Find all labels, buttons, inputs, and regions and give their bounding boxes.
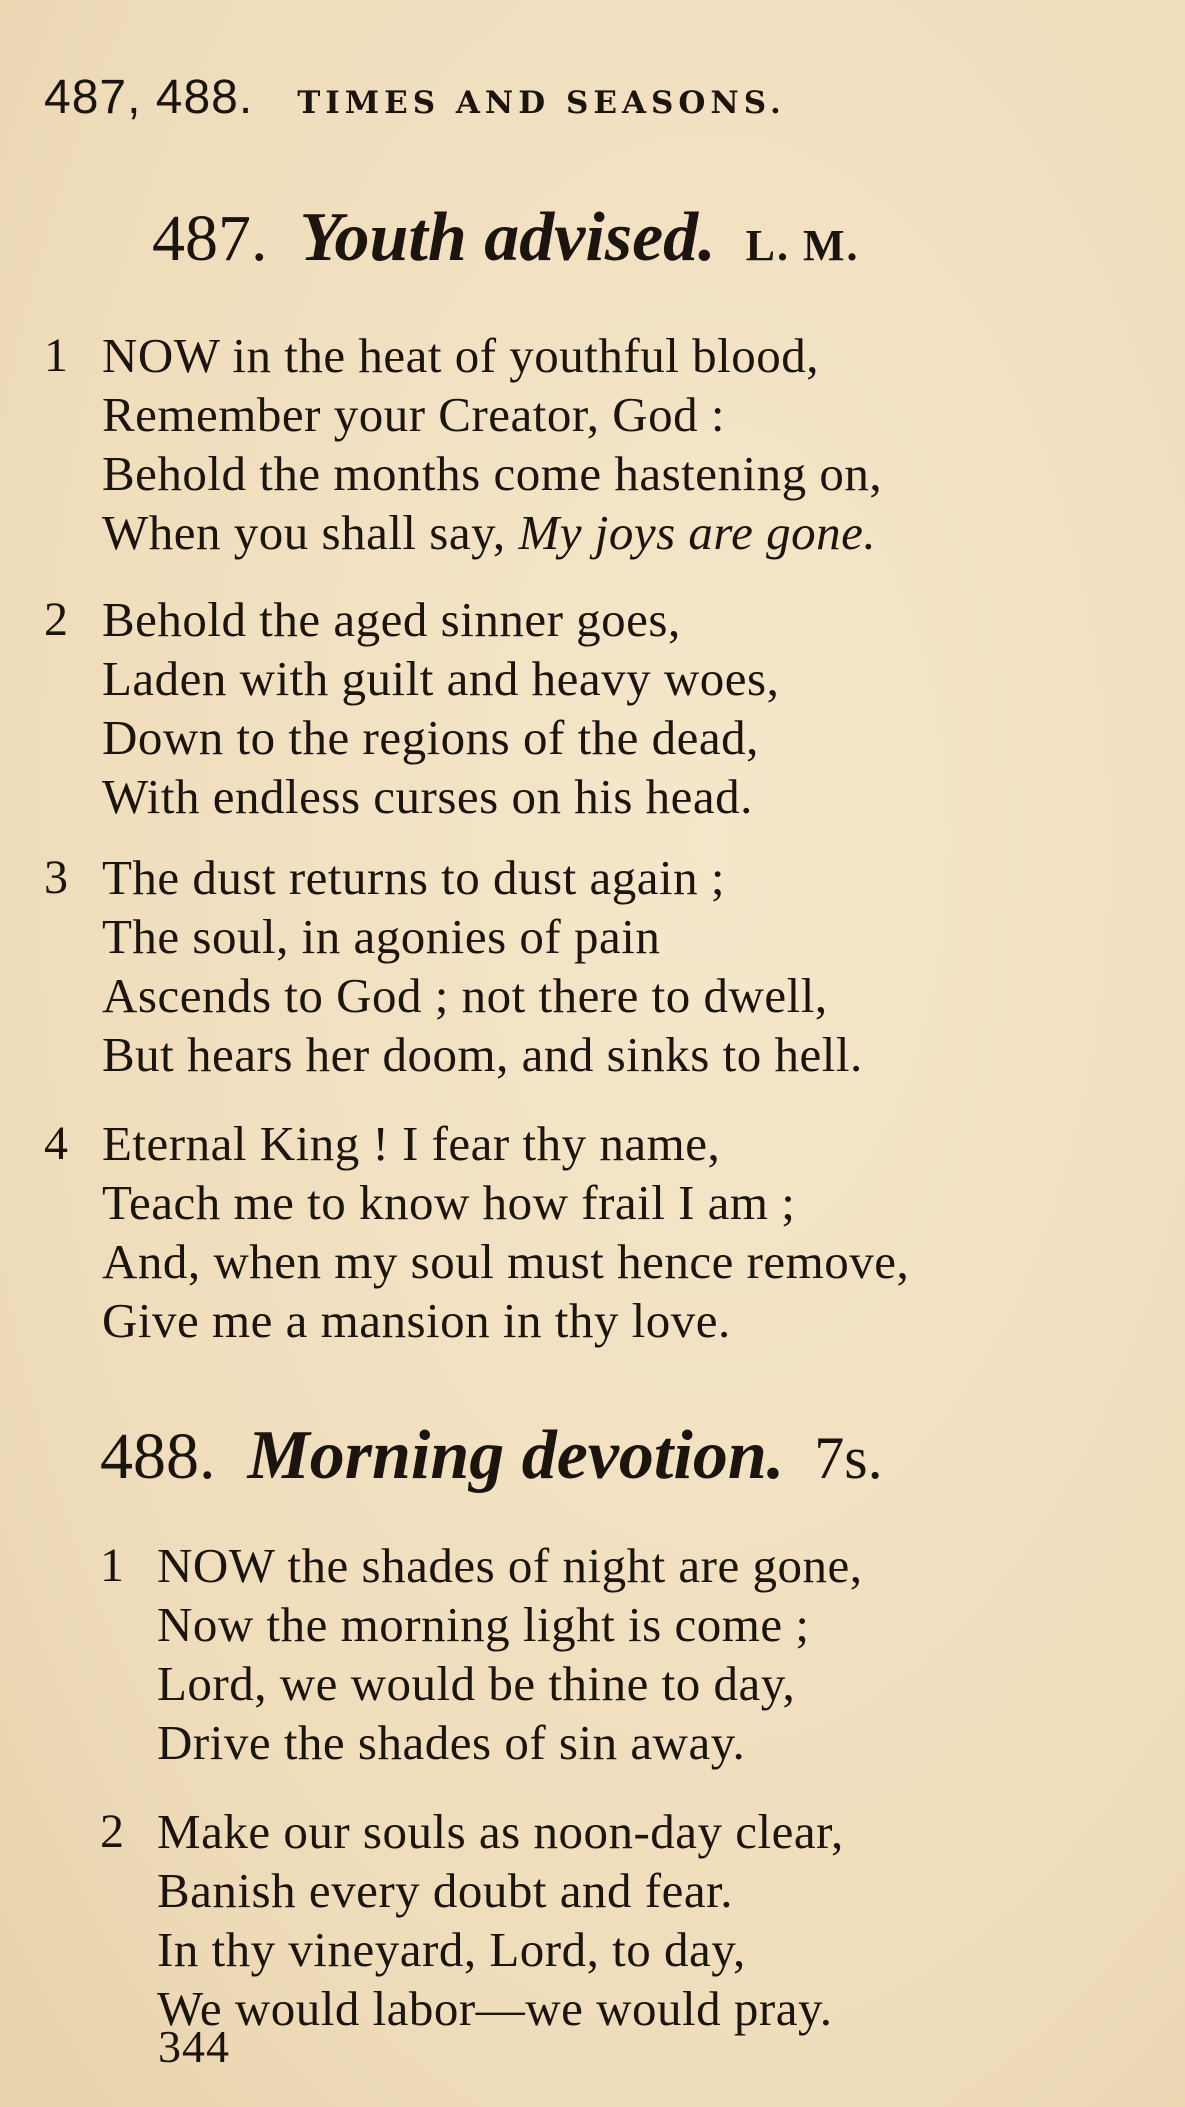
stanza-487-1	[44, 326, 882, 562]
stanza-line: Teach me to know how frail I am ;	[102, 1175, 796, 1230]
stanza-number: 2	[44, 593, 68, 646]
stanza-line: We would labor—we would pray.	[157, 1981, 833, 2036]
hymn-number: 488.	[100, 1420, 216, 1493]
running-head	[44, 70, 786, 130]
stanza-line: Lord, we would be thine to day,	[157, 1656, 796, 1711]
hymn-title: Morning devotion.	[247, 1417, 785, 1494]
stanza-line: The soul, in agonies of pain	[102, 909, 661, 964]
hymn-meter: L. M.	[745, 221, 860, 270]
stanza-line: And, when my soul must hence remove,	[102, 1234, 910, 1289]
stanza-line-italic-text: My joys are gone.	[518, 505, 877, 560]
stanza-487-4	[44, 1114, 909, 1350]
hymn-meter: 7s.	[814, 1425, 883, 1491]
stanza-line: In thy vineyard, Lord, to day,	[157, 1922, 746, 1977]
stanza-line: Behold the months come hastening on,	[102, 446, 883, 501]
stanza-line: With endless curses on his head.	[102, 769, 753, 824]
stanza-line: Laden with guilt and heavy woes,	[102, 651, 780, 706]
hymn-title: Youth advised.	[299, 199, 716, 276]
stanza-number: 2	[100, 1805, 124, 1858]
stanza-line: Now the morning light is come ;	[157, 1597, 810, 1652]
stanza-line: Make our souls as noon-day clear,	[157, 1804, 844, 1859]
stanza-487-3	[44, 848, 863, 1084]
stanza-488-2	[100, 1802, 844, 2038]
stanza-line: Banish every doubt and fear.	[157, 1863, 733, 1918]
hymn-number: 487.	[152, 202, 268, 275]
stanza-line: NOW in the heat of youthful blood,	[102, 328, 819, 383]
stanza-line: Eternal King ! I fear thy name,	[102, 1116, 721, 1171]
stanza-line	[102, 503, 882, 562]
stanza-number: 4	[44, 1117, 68, 1170]
stanza-line: The dust returns to dust again ;	[102, 850, 725, 905]
hymn-heading-488	[100, 1416, 883, 1496]
stanza-line-text: When you shall say,	[102, 505, 519, 560]
stanza-line: Give me a mansion in thy love.	[102, 1293, 731, 1348]
stanza-line: But hears her doom, and sinks to hell.	[102, 1027, 863, 1082]
stanza-488-1	[100, 1536, 863, 1772]
hymn-heading-487	[152, 198, 860, 278]
stanza-line: Down to the regions of the dead,	[102, 710, 759, 765]
stanza-487-2	[44, 590, 779, 826]
stanza-number: 1	[100, 1539, 124, 1592]
stanza-line: Drive the shades of sin away.	[157, 1715, 746, 1770]
running-head-hymn-numbers: 487, 488.	[44, 71, 254, 124]
stanza-line: Remember your Creator, God :	[102, 387, 726, 442]
running-head-section-title: TIMES AND SEASONS.	[297, 85, 786, 121]
stanza-line: Ascends to God ; not there to dwell,	[102, 968, 828, 1023]
page-number: 344	[158, 2021, 230, 2072]
stanza-number: 1	[44, 329, 68, 382]
stanza-line: Behold the aged sinner goes,	[102, 592, 681, 647]
stanza-line: NOW the shades of night are gone,	[157, 1538, 863, 1593]
stanza-number: 3	[44, 851, 68, 904]
